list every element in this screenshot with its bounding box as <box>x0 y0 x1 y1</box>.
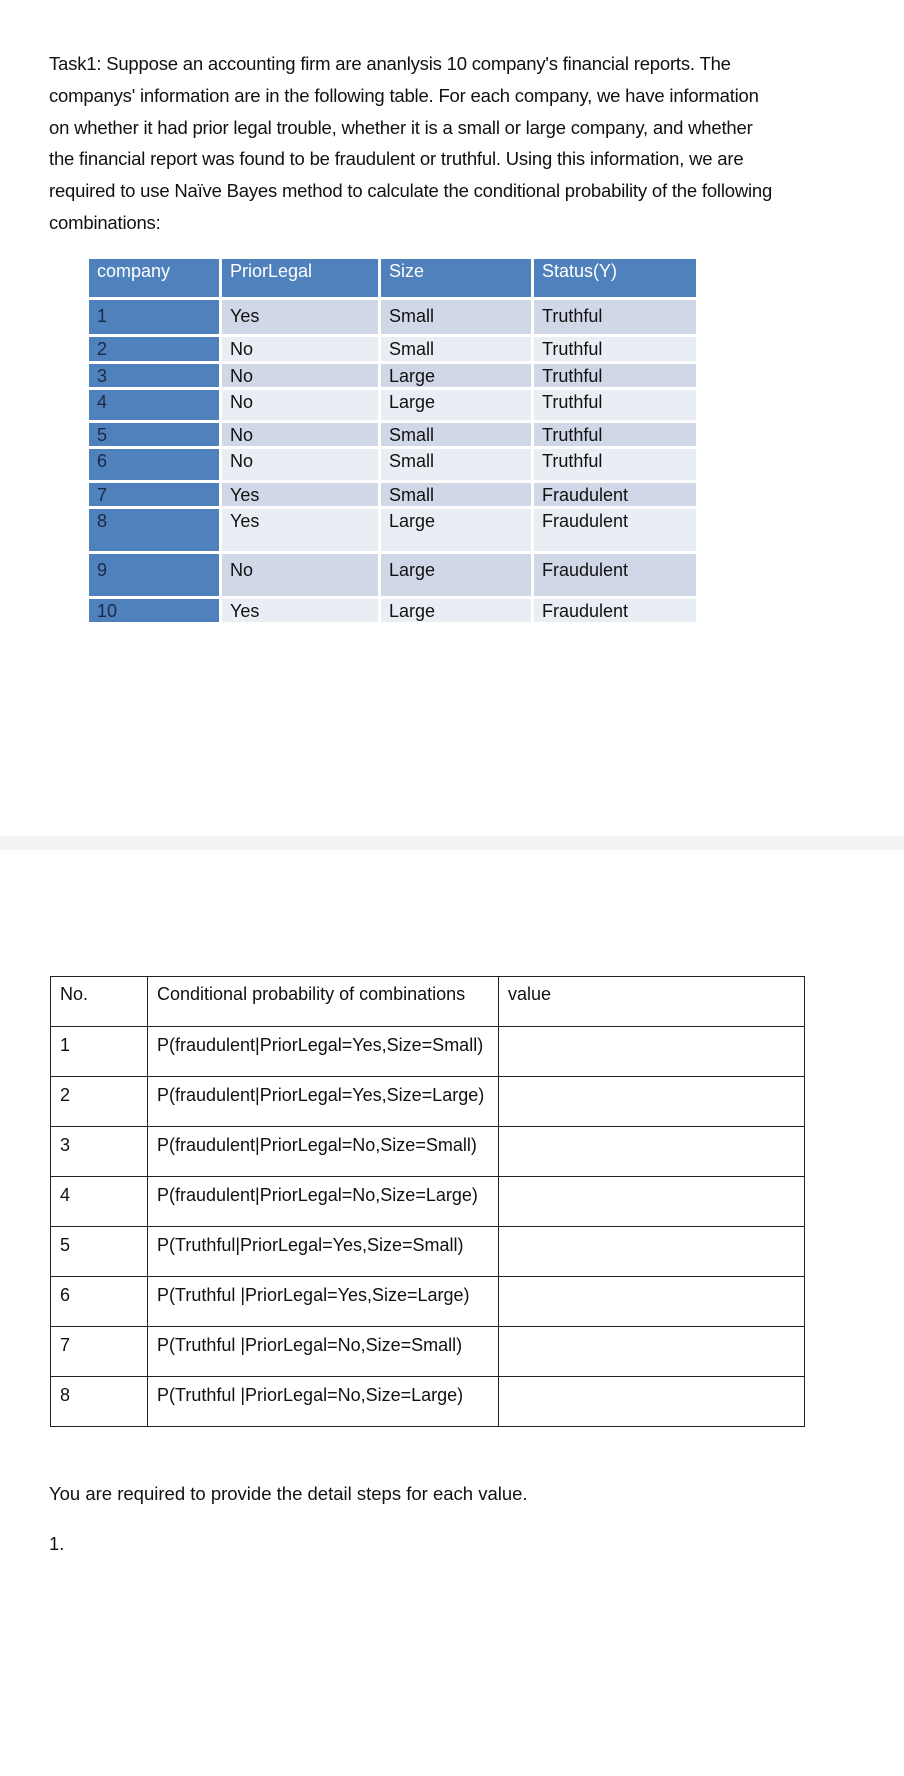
probability-table <box>50 976 805 1427</box>
size-cell: Small <box>381 449 531 480</box>
prior-legal-cell: Yes <box>222 300 378 334</box>
combination-cell: P(Truthful |PriorLegal=No,Size=Small) <box>148 1327 499 1377</box>
status-cell: Truthful <box>534 449 696 480</box>
company-data-table <box>86 256 699 625</box>
task-line: the financial report was found to be fraudulent or truthful. Using this information, we are <box>49 148 744 170</box>
value-cell <box>499 1227 805 1277</box>
company-id: 1 <box>89 300 219 334</box>
status-cell: Truthful <box>534 423 696 446</box>
combination-cell: P(fraudulent|PriorLegal=No,Size=Large) <box>148 1177 499 1227</box>
company-id: 6 <box>89 449 219 480</box>
task-line: Task1: Suppose an accounting firm are ananlysis 10 company's financial reports. The <box>49 53 731 74</box>
size-cell: Large <box>381 509 531 551</box>
company-id: 4 <box>89 390 219 420</box>
header-prior-legal: PriorLegal <box>222 259 378 297</box>
task-line: combinations: <box>49 211 161 233</box>
value-cell <box>499 1327 805 1377</box>
combination-cell: P(Truthful |PriorLegal=No,Size=Large) <box>148 1377 499 1427</box>
status-cell: Fraudulent <box>534 509 696 551</box>
table-row <box>51 1077 805 1127</box>
table-row <box>89 390 696 420</box>
status-cell: Fraudulent <box>534 554 696 596</box>
header-status: Status(Y) <box>534 259 696 297</box>
status-cell: Truthful <box>534 300 696 334</box>
document-page-2 <box>0 850 904 1776</box>
size-cell: Large <box>381 554 531 596</box>
table-row <box>89 599 696 622</box>
status-cell: Fraudulent <box>534 483 696 506</box>
status-cell: Truthful <box>534 364 696 387</box>
table-row <box>51 1177 805 1227</box>
prior-legal-cell: No <box>222 423 378 446</box>
prior-legal-cell: No <box>222 390 378 420</box>
row-number: 7 <box>51 1327 148 1377</box>
prior-legal-cell: No <box>222 554 378 596</box>
header-company: company <box>89 259 219 297</box>
page-separator <box>0 836 904 850</box>
row-number: 8 <box>51 1377 148 1427</box>
size-cell: Small <box>381 337 531 361</box>
row-number: 6 <box>51 1277 148 1327</box>
value-cell <box>499 1277 805 1327</box>
table-row <box>51 1377 805 1427</box>
combination-cell: P(fraudulent|PriorLegal=Yes,Size=Large) <box>148 1077 499 1127</box>
table-row <box>89 509 696 551</box>
company-id: 9 <box>89 554 219 596</box>
prior-legal-cell: Yes <box>222 483 378 506</box>
prior-legal-cell: Yes <box>222 509 378 551</box>
table-row <box>51 1127 805 1177</box>
combination-cell: P(fraudulent|PriorLegal=Yes,Size=Small) <box>148 1027 499 1077</box>
company-id: 2 <box>89 337 219 361</box>
combination-cell: P(Truthful |PriorLegal=Yes,Size=Large) <box>148 1277 499 1327</box>
company-id: 3 <box>89 364 219 387</box>
header-no: No. <box>51 977 148 1027</box>
header-value: value <box>499 977 805 1027</box>
table-row <box>89 449 696 480</box>
value-cell <box>499 1127 805 1177</box>
answer-list-start: 1. <box>49 1533 65 1554</box>
size-cell: Large <box>381 599 531 622</box>
row-number: 2 <box>51 1077 148 1127</box>
row-number: 5 <box>51 1227 148 1277</box>
prior-legal-cell: No <box>222 364 378 387</box>
table-row <box>89 483 696 506</box>
company-id: 5 <box>89 423 219 446</box>
table-row <box>51 1027 805 1077</box>
row-number: 3 <box>51 1127 148 1177</box>
size-cell: Large <box>381 364 531 387</box>
prior-legal-cell: No <box>222 449 378 480</box>
row-number: 1 <box>51 1027 148 1077</box>
status-cell: Fraudulent <box>534 599 696 622</box>
value-cell <box>499 1077 805 1127</box>
table-header-row <box>51 977 805 1027</box>
combination-cell: P(Truthful|PriorLegal=Yes,Size=Small) <box>148 1227 499 1277</box>
instruction-note: You are required to provide the detail steps for each value. <box>49 1483 528 1504</box>
status-cell: Truthful <box>534 337 696 361</box>
table-row <box>89 300 696 334</box>
value-cell <box>499 1177 805 1227</box>
task-line: companys' information are in the following table. For each company, we have information <box>49 84 759 106</box>
size-cell: Small <box>381 483 531 506</box>
table-row <box>89 423 696 446</box>
table-row <box>51 1327 805 1377</box>
table-row <box>89 364 696 387</box>
header-combination: Conditional probability of combinations <box>148 977 499 1027</box>
size-cell: Small <box>381 300 531 334</box>
task-line: required to use Naïve Bayes method to calculate the conditional probability of the following <box>49 180 773 202</box>
value-cell <box>499 1377 805 1427</box>
company-id: 10 <box>89 599 219 622</box>
status-cell: Truthful <box>534 390 696 420</box>
row-number: 4 <box>51 1177 148 1227</box>
table-row <box>89 554 696 596</box>
document-page-1 <box>0 0 904 836</box>
task-line: on whether it had prior legal trouble, whether it is a small or large company, and whether <box>49 116 753 138</box>
table-row <box>51 1227 805 1277</box>
size-cell: Large <box>381 390 531 420</box>
company-id: 8 <box>89 509 219 551</box>
prior-legal-cell: Yes <box>222 599 378 622</box>
table-row <box>51 1277 805 1327</box>
table-header-row <box>89 259 696 297</box>
prior-legal-cell: No <box>222 337 378 361</box>
combination-cell: P(fraudulent|PriorLegal=No,Size=Small) <box>148 1127 499 1177</box>
table-row <box>89 337 696 361</box>
size-cell: Small <box>381 423 531 446</box>
company-id: 7 <box>89 483 219 506</box>
header-size: Size <box>381 259 531 297</box>
value-cell <box>499 1027 805 1077</box>
task-description <box>49 48 809 239</box>
